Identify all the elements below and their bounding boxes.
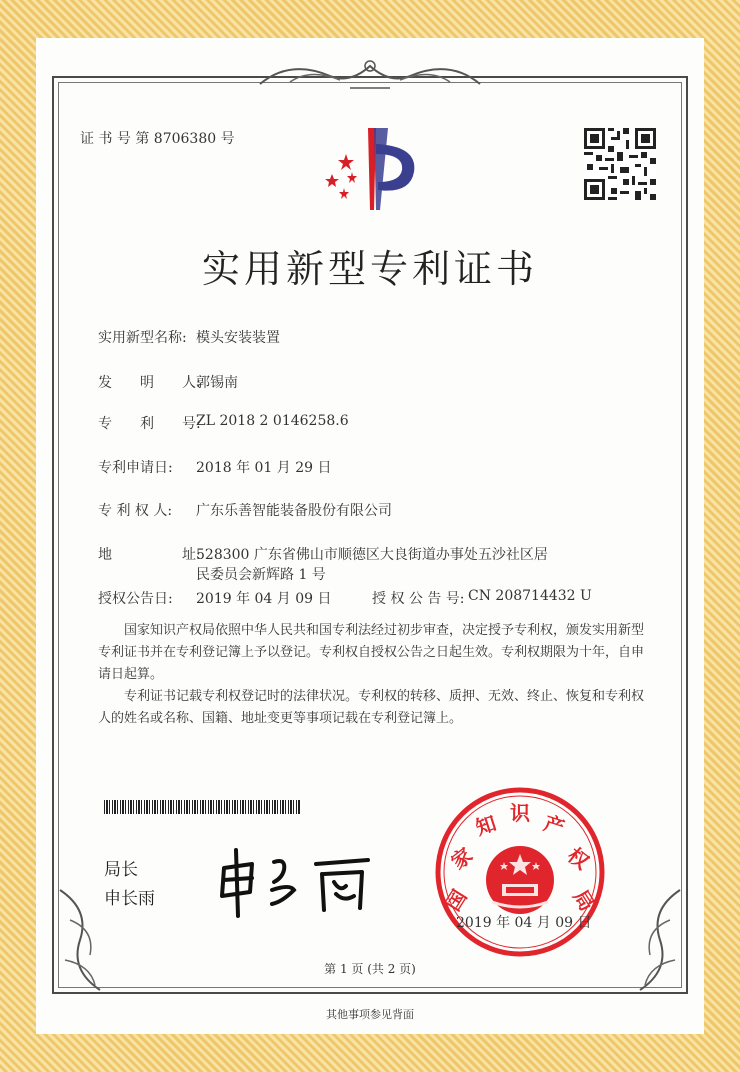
cnipa-logo xyxy=(318,124,428,214)
application-date-value: 2018 年 01 月 29 日 xyxy=(196,460,332,476)
svg-text:产: 产 xyxy=(540,810,568,840)
patent-number-value: ZL 2018 2 0146258.6 xyxy=(196,413,349,429)
page-indicator: 第 1 页 (共 2 页) xyxy=(324,962,416,976)
inventor-value: 郭锡南 xyxy=(196,375,238,391)
svg-text:权: 权 xyxy=(563,842,594,875)
svg-text:知: 知 xyxy=(472,810,500,840)
name-value: 模头安装装置 xyxy=(196,330,280,346)
name-label: 实用新型名称: xyxy=(98,330,187,346)
certificate-title: 实用新型专利证书 xyxy=(201,247,538,291)
grant-date-label: 授权公告日: xyxy=(98,591,173,607)
application-date-label: 专利申请日: xyxy=(98,460,173,476)
barcode xyxy=(104,800,300,814)
seal-date: 2019 年 04 月 09 日 xyxy=(456,915,592,931)
body-paragraph-1: 国家知识产权局依照中华人民共和国专利法经过初步审查，决定授予专利权，颁发实用新型专利证书并在专利登记簿上予以登记。专利权自授权公告之日起生效。专利权期限为十年，自申请日起算。 xyxy=(98,623,645,682)
director-title: 局长 xyxy=(104,860,138,880)
grant-date-value: 2019 年 04 月 09 日 xyxy=(196,591,332,607)
svg-text:识: 识 xyxy=(510,801,530,825)
address-value-line2: 民委员会新辉路 1 号 xyxy=(196,567,326,583)
footer-note: 其他事项参见背面 xyxy=(326,1008,414,1021)
bottom-right-ornament xyxy=(610,880,690,1000)
top-ornament xyxy=(250,54,490,94)
inventor-label: 发 明 人: xyxy=(98,375,201,391)
address-label: 地 址: xyxy=(98,547,201,563)
official-seal xyxy=(432,784,608,960)
patentee-label: 专 利 权 人: xyxy=(98,503,173,519)
body-paragraph-2: 专利证书记载专利权登记时的法律状况。专利权的转移、质押、无效、终止、恢复和专利权人的姓名或名称、国籍、地址变更等事项记载在专利登记簿上。 xyxy=(98,689,645,726)
grant-number-label: 授 权 公 告 号: xyxy=(372,591,465,607)
qr-code xyxy=(584,128,656,200)
director-name: 申长雨 xyxy=(104,889,155,909)
address-value-line1: 528300 广东省佛山市顺德区大良街道办事处五沙社区居 xyxy=(196,547,548,563)
patentee-value: 广东乐善智能装备股份有限公司 xyxy=(196,503,392,519)
grant-number-value: CN 208714432 U xyxy=(468,588,592,604)
svg-text:国: 国 xyxy=(440,885,472,916)
svg-text:家: 家 xyxy=(446,842,477,875)
patent-number-label: 专 利 号: xyxy=(98,416,201,432)
handwritten-signature xyxy=(212,840,382,920)
certificate-number: 证 书 号 第 8706380 号 xyxy=(80,131,235,147)
svg-text:局: 局 xyxy=(568,885,600,916)
